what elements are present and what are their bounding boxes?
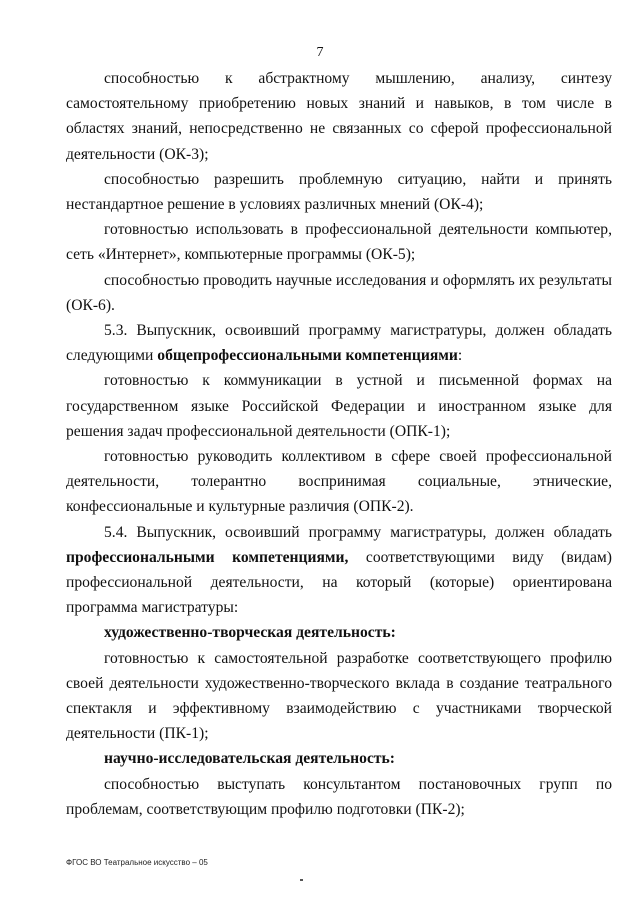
- page-number: 7: [316, 45, 324, 60]
- activity-heading-artistic: художественно-творческая деятельность:: [104, 624, 396, 642]
- competency-opk2: готовностью руководить коллективом в сфере своей профессиональной деятельности, толерантно воспринимая социальные, этнические, конфессиональные и культурные различия (ОПК-2).: [66, 448, 612, 516]
- activity-heading-research: научно-исследовательская деятельность:: [104, 750, 395, 768]
- section-5-4-bold-term: профессиональными компетенциями,: [66, 548, 349, 566]
- competency-pk1: готовностью к самостоятельной разработке соответствующего профилю своей деятельности художественно-творческого вклада в создание театрального спектакля и эффективному взаимодействию с участниками творческой деятельности (ПК-1);: [66, 649, 612, 743]
- competency-ok4: способностью разрешить проблемную ситуацию, найти и принять нестандартное решение в условиях различных мнений (ОК-4);: [66, 170, 612, 214]
- section-5-3-bold-term: общепрофессиональными компетенциями: [157, 347, 458, 365]
- section-5-3-colon: :: [457, 347, 463, 365]
- section-5-4-rest: соответствующими виду (видам) профессиональной деятельности, на который (которые) ориентирована программа магистратуры:: [66, 548, 612, 617]
- competency-pk2: способностью выступать консультантом постановочных групп по проблемам, соответствующим профилю подготовки (ПК-2);: [66, 775, 612, 818]
- section-5-4: [66, 520, 612, 621]
- competency-opk1: готовностью к коммуникации в устной и письменной формах на государственном языке Российской Федерации и иностранном языке для решения задач профессиональной деятельности (ОПК-1);: [66, 372, 612, 440]
- competency-ok5: готовностью использовать в профессиональной деятельности компьютер, сеть «Интернет», компьютерные программы (ОК-5);: [66, 221, 612, 264]
- scan-speck: [300, 879, 303, 881]
- competency-ok6: способностью проводить научные исследования и оформлять их результаты (ОК-6).: [66, 271, 612, 314]
- competency-ok3: способностью к абстрактному мышлению, анализу, синтезу самостоятельному приобретению новых знаний и навыков, в том числе в областях знаний, непосредственно не связанных со сферой профессиональной деятельности (ОК-3);: [66, 70, 612, 163]
- section-5-3-intro: 5.3. Выпускник, освоивший программу магистратуры, должен обладать следующими: [66, 322, 612, 365]
- document-body: [66, 66, 612, 822]
- document-footer: ФГОС ВО Театральное искусство – 05: [66, 858, 208, 867]
- section-5-4-intro: 5.4. Выпускник, освоивший программу магистратуры, должен обладать: [104, 523, 612, 541]
- section-5-3: [66, 318, 612, 368]
